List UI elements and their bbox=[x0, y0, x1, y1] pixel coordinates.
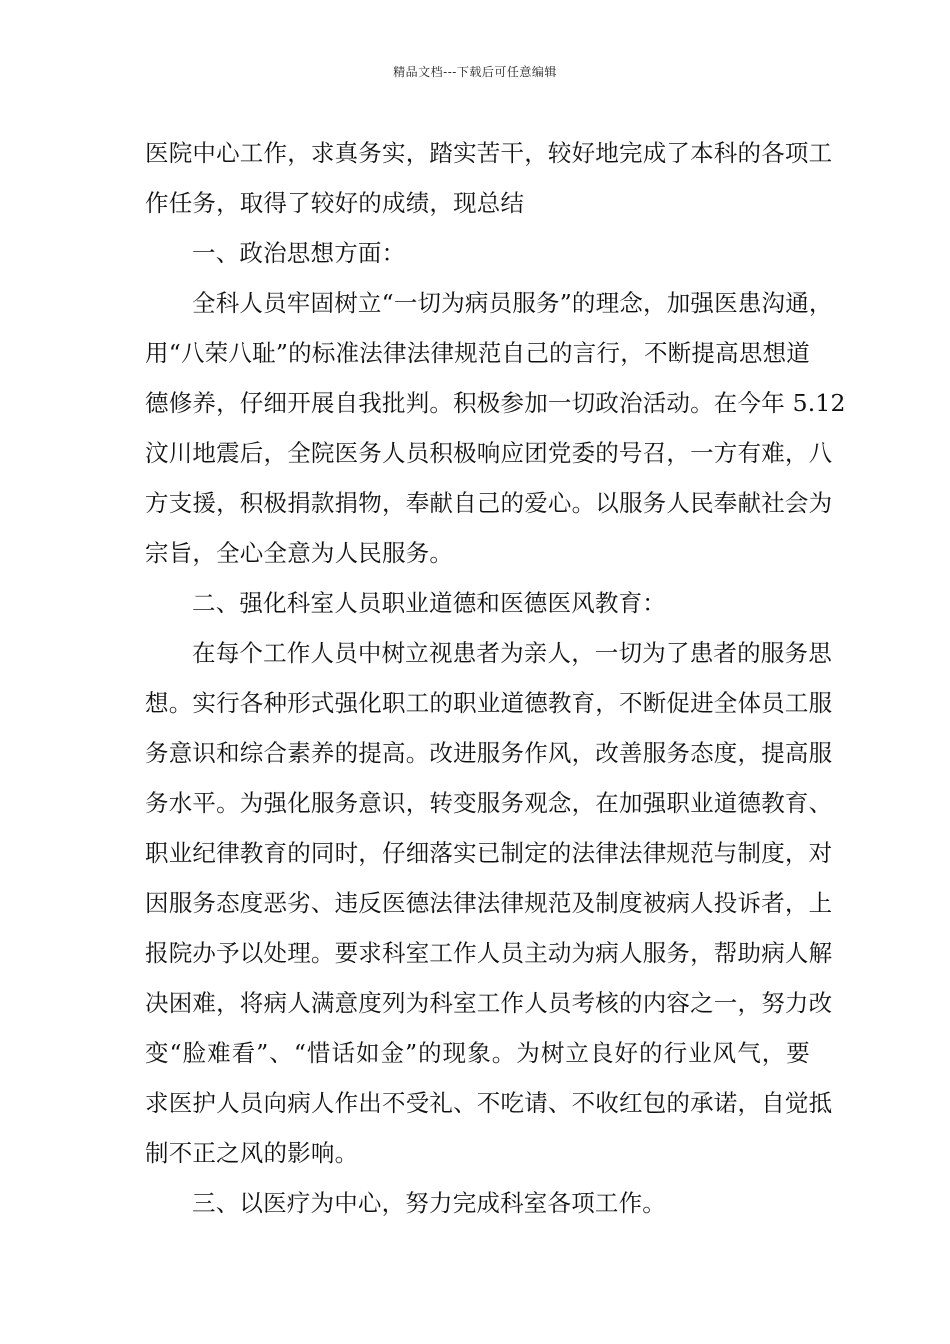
paragraph-line: 方支援，积极捐款捐物，奉献自己的爱心。以服务人民奉献社会为 bbox=[145, 489, 833, 517]
paragraph-line: 求医护人员向病人作出不受礼、不吃请、不收红包的承诺，自觉抵 bbox=[145, 1089, 833, 1117]
section-heading: 一、政治思想方面： bbox=[192, 239, 406, 267]
paragraph-line: 汶川地震后，全院医务人员积极响应团党委的号召，一方有难，八 bbox=[145, 439, 833, 467]
section-heading: 二、强化科室人员职业道德和医德医风教育： bbox=[192, 589, 666, 617]
paragraph-line: 想。实行各种形式强化职工的职业道德教育，不断促进全体员工服 bbox=[145, 689, 833, 717]
paragraph-line: 决困难，将病人满意度列为科室工作人员考核的内容之一，努力改 bbox=[145, 989, 833, 1017]
paragraph-line: 德修养，仔细开展自我批判。积极参加一切政治活动。在今年 5.12 bbox=[145, 389, 846, 417]
paragraph-line: 制不正之风的影响。 bbox=[145, 1139, 359, 1167]
paragraph-line: 因服务态度恶劣、违反医德法律法律规范及制度被病人投诉者，上 bbox=[145, 889, 833, 917]
paragraph-line: 务水平。为强化服务意识，转变服务观念，在加强职业道德教育、 bbox=[145, 789, 833, 817]
page-header: 精品文档---下载后可任意编辑 bbox=[393, 65, 557, 79]
paragraph-line: 在每个工作人员中树立视患者为亲人，一切为了患者的服务思 bbox=[192, 639, 832, 667]
paragraph-line: 宗旨，全心全意为人民服务。 bbox=[145, 539, 454, 567]
paragraph-line: 变“脸难看”、“惜话如金”的现象。为树立良好的行业风气，要 bbox=[145, 1039, 810, 1067]
paragraph-line: 职业纪律教育的同时，仔细落实已制定的法律法律规范与制度，对 bbox=[145, 839, 833, 867]
document-body bbox=[145, 128, 846, 1228]
paragraph-line: 报院办予以处理。要求科室工作人员主动为病人服务，帮助病人解 bbox=[145, 939, 833, 967]
paragraph-line: 用“八荣八耻”的标准法律法律规范自己的言行，不断提高思想道 bbox=[145, 339, 810, 367]
paragraph-line: 医院中心工作，求真务实，踏实苦干，较好地完成了本科的各项工 bbox=[145, 139, 833, 167]
paragraph-line: 作任务，取得了较好的成绩，现总结 bbox=[145, 189, 525, 217]
paragraph-line: 全科人员牢固树立“一切为病员服务”的理念，加强医患沟通， bbox=[192, 289, 833, 317]
paragraph-line: 务意识和综合素养的提高。改进服务作风，改善服务态度，提高服 bbox=[145, 739, 833, 767]
section-heading: 三、以医疗为中心，努力完成科室各项工作。 bbox=[192, 1189, 666, 1217]
